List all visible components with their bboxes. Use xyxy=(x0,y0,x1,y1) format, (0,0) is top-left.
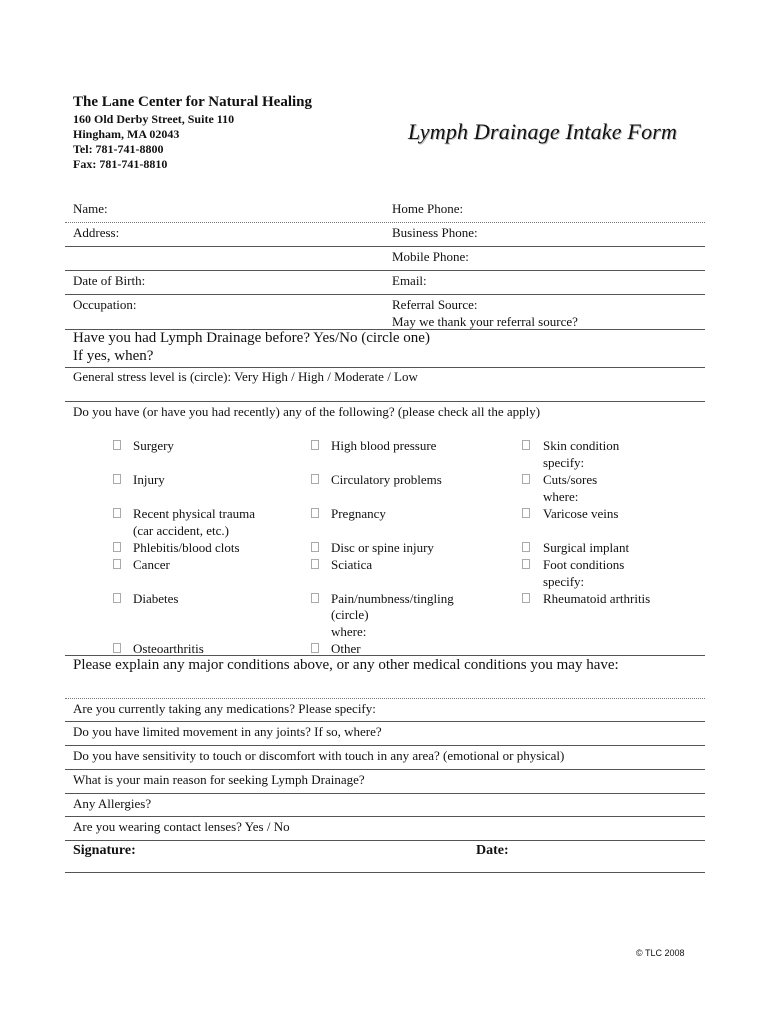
business-phone-label: Business Phone: xyxy=(392,225,478,240)
mobile-field-line[interactable] xyxy=(65,270,705,271)
condition-label: Varicose veins xyxy=(543,506,619,521)
occupation-label: Occupation: xyxy=(73,297,137,312)
pain-numbness-checkbox[interactable] xyxy=(311,593,319,603)
signature-label: Signature: xyxy=(73,843,136,858)
email-label: Email: xyxy=(392,273,427,288)
name-label: Name: xyxy=(73,201,108,216)
pregnancy-checkbox[interactable] xyxy=(311,508,319,518)
telephone: Tel: 781-741-8800 xyxy=(73,142,164,156)
medications-field-line[interactable] xyxy=(65,721,705,722)
referral-source-label: Referral Source: xyxy=(392,297,478,312)
conditions-prompt: Do you have (or have you had recently) any of the following? (please check all the apply) xyxy=(73,404,541,419)
osteoarthritis-checkbox[interactable] xyxy=(113,643,121,653)
circulatory-checkbox[interactable] xyxy=(311,474,319,484)
org-name: The Lane Center for Natural Healing xyxy=(73,94,313,110)
trauma-checkbox[interactable] xyxy=(113,508,121,518)
reason-question: What is your main reason for seeking Lymph Drainage? xyxy=(73,772,365,787)
date-label: Date: xyxy=(476,843,509,858)
reason-field-line[interactable] xyxy=(65,793,705,794)
condition-label: High blood pressure xyxy=(331,438,437,453)
conditions-divider xyxy=(65,655,705,656)
injury-checkbox[interactable] xyxy=(113,474,121,484)
condition-sublabel: specify: xyxy=(543,574,585,589)
home-phone-label: Home Phone: xyxy=(392,201,464,216)
phlebitis-checkbox[interactable] xyxy=(113,542,121,552)
explain-field-line[interactable] xyxy=(65,698,705,699)
disc-spine-checkbox[interactable] xyxy=(311,542,319,552)
address-line-1: 160 Old Derby Street, Suite 110 xyxy=(73,112,235,126)
sciatica-checkbox[interactable] xyxy=(311,559,319,569)
movement-field-line[interactable] xyxy=(65,745,705,746)
condition-label: Pregnancy xyxy=(331,506,386,521)
condition-label: Phlebitis/blood clots xyxy=(133,540,240,555)
condition-label: Injury xyxy=(133,472,165,487)
condition-label: Recent physical trauma xyxy=(133,506,256,521)
condition-sublabel: specify: xyxy=(543,455,585,470)
name-field-line[interactable] xyxy=(65,222,705,223)
allergies-field-line[interactable] xyxy=(65,816,705,817)
condition-label: Pain/numbness/tingling xyxy=(331,591,454,606)
condition-label: Cancer xyxy=(133,557,170,572)
condition-label: Other xyxy=(331,641,361,656)
allergies-question: Any Allergies? xyxy=(73,796,152,811)
stress-question: General stress level is (circle): Very High / High / Moderate / Low xyxy=(73,369,418,384)
diabetes-checkbox[interactable] xyxy=(113,593,121,603)
surgical-implant-checkbox[interactable] xyxy=(522,542,530,552)
copyright-notice: © TLC 2008 xyxy=(636,948,685,958)
mobile-phone-label: Mobile Phone: xyxy=(392,249,469,264)
contacts-field-line[interactable] xyxy=(65,840,705,841)
condition-label: Circulatory problems xyxy=(331,472,442,487)
surgery-checkbox[interactable] xyxy=(113,440,121,450)
condition-sublabel: (circle) xyxy=(331,607,369,622)
condition-label: Surgical implant xyxy=(543,540,630,555)
if-yes-field-line[interactable] xyxy=(65,367,705,368)
referral-thanks-label: May we thank your referral source? xyxy=(392,314,578,329)
movement-question: Do you have limited movement in any joints? If so, where? xyxy=(73,724,382,739)
condition-sublabel: (car accident, etc.) xyxy=(133,523,229,538)
had-before-question: Have you had Lymph Drainage before? Yes/No (circle one) xyxy=(73,330,430,346)
condition-label: Osteoarthritis xyxy=(133,641,204,656)
if-yes-question: If yes, when? xyxy=(73,348,154,364)
signature-line[interactable] xyxy=(65,872,705,873)
condition-sublabel: where: xyxy=(543,489,579,504)
condition-label: Rheumatoid arthritis xyxy=(543,591,651,606)
sensitivity-field-line[interactable] xyxy=(65,769,705,770)
dob-label: Date of Birth: xyxy=(73,273,146,288)
varicose-veins-checkbox[interactable] xyxy=(522,508,530,518)
contacts-question: Are you wearing contact lenses? Yes / No xyxy=(73,819,290,834)
condition-label: Skin condition xyxy=(543,438,620,453)
dob-field-line[interactable] xyxy=(65,294,705,295)
stress-field-line[interactable] xyxy=(65,401,705,402)
address-label: Address: xyxy=(73,225,120,240)
sensitivity-question: Do you have sensitivity to touch or discomfort with touch in any area? (emotional or physical) xyxy=(73,748,565,763)
cancer-checkbox[interactable] xyxy=(113,559,121,569)
explain-question: Please explain any major conditions above, or any other medical conditions you may have: xyxy=(73,657,619,673)
medications-question: Are you currently taking any medications? Please specify: xyxy=(73,701,376,716)
condition-label: Diabetes xyxy=(133,591,179,606)
address-line-2: Hingham, MA 02043 xyxy=(73,127,180,141)
other-checkbox[interactable] xyxy=(311,643,319,653)
condition-label: Sciatica xyxy=(331,557,373,572)
form-title: Lymph Drainage Intake Form xyxy=(408,119,678,144)
condition-label: Foot conditions xyxy=(543,557,625,572)
skin-condition-checkbox[interactable] xyxy=(522,440,530,450)
high-blood-pressure-checkbox[interactable] xyxy=(311,440,319,450)
address-field-line[interactable] xyxy=(65,246,705,247)
condition-sublabel: where: xyxy=(331,624,367,639)
cuts-sores-checkbox[interactable] xyxy=(522,474,530,484)
condition-label: Disc or spine injury xyxy=(331,540,434,555)
rheumatoid-arthritis-checkbox[interactable] xyxy=(522,593,530,603)
fax: Fax: 781-741-8810 xyxy=(73,157,168,171)
foot-conditions-checkbox[interactable] xyxy=(522,559,530,569)
condition-label: Cuts/sores xyxy=(543,472,598,487)
condition-label: Surgery xyxy=(133,438,174,453)
